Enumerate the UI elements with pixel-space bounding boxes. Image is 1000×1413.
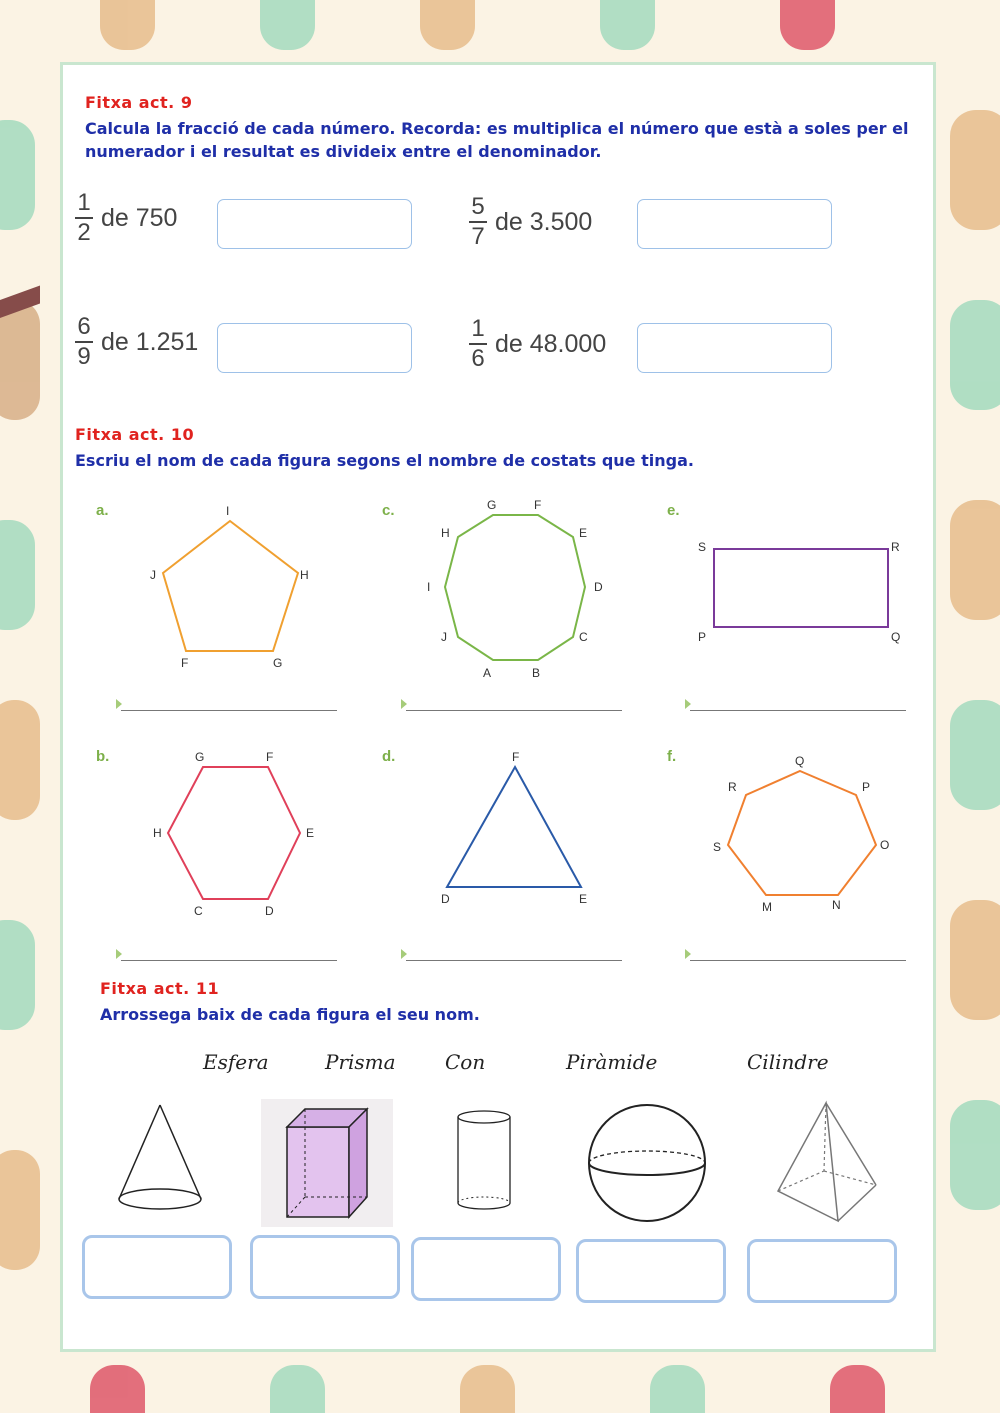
- svg-text:E: E: [579, 526, 588, 540]
- svg-text:S: S: [698, 540, 707, 554]
- svg-text:A: A: [483, 666, 492, 680]
- cone-icon: [115, 1101, 215, 1213]
- fraction: $\frac{1}{6}$: [469, 317, 487, 371]
- answer-line-d[interactable]: [406, 959, 622, 961]
- decagon-figure: [423, 497, 613, 687]
- pyramid-icon: [776, 1101, 880, 1223]
- activity10-title: Fitxa act. 10: [75, 425, 195, 444]
- fraction: $\frac{1}{2}$: [75, 191, 93, 245]
- triangle-figure: [435, 749, 595, 919]
- svg-text:H: H: [300, 568, 309, 582]
- fraction-item: $\frac{1}{6}$ de 48.000: [469, 317, 606, 371]
- draggable-word-con[interactable]: Con: [445, 1050, 486, 1074]
- svg-text:D: D: [265, 904, 274, 918]
- fraction-item: $\frac{5}{7}$ de 3.500: [469, 195, 592, 249]
- svg-text:R: R: [728, 780, 737, 794]
- activity11-title: Fitxa act. 11: [100, 979, 220, 998]
- svg-text:Q: Q: [795, 754, 805, 768]
- svg-text:O: O: [880, 838, 890, 852]
- answer-input[interactable]: [637, 323, 832, 373]
- activity9-title: Fitxa act. 9: [85, 93, 193, 112]
- fraction: $\frac{6}{9}$: [75, 315, 93, 369]
- answer-arrow-icon: [685, 949, 691, 959]
- fraction-item: $\frac{6}{9}$ de 1.251: [75, 315, 198, 369]
- worksheet: [60, 62, 936, 1352]
- drop-box-cylinder[interactable]: [411, 1237, 561, 1301]
- svg-text:J: J: [441, 630, 447, 644]
- answer-line-b[interactable]: [121, 959, 337, 961]
- drop-box-cone[interactable]: [82, 1235, 232, 1299]
- svg-text:Q: Q: [891, 630, 901, 644]
- svg-text:B: B: [532, 666, 541, 680]
- sphere-icon: [587, 1103, 709, 1225]
- figure-letter-d: d.: [382, 748, 396, 765]
- figure-letter-f: f.: [667, 748, 677, 765]
- svg-text:H: H: [441, 526, 450, 540]
- figure-letter-b: b.: [96, 748, 110, 765]
- svg-text:F: F: [266, 750, 274, 764]
- svg-text:R: R: [891, 540, 900, 554]
- draggable-word-esfera[interactable]: Esfera: [203, 1050, 269, 1074]
- heptagon-figure: [708, 753, 898, 923]
- svg-text:I: I: [427, 580, 431, 594]
- answer-input[interactable]: [217, 323, 412, 373]
- figure-letter-c: c.: [382, 502, 395, 519]
- activity10-instruction: Escriu el nom de cada figura segons el nombre de costats que tinga.: [75, 451, 694, 470]
- pentagon-figure: [148, 503, 318, 673]
- svg-text:G: G: [195, 750, 205, 764]
- svg-text:S: S: [713, 840, 722, 854]
- answer-input[interactable]: [217, 199, 412, 249]
- answer-line-e[interactable]: [690, 709, 906, 711]
- svg-text:D: D: [594, 580, 603, 594]
- activity11-instruction: Arrossega baix de cada figura el seu nom.: [100, 1005, 480, 1024]
- svg-text:N: N: [832, 898, 841, 912]
- answer-arrow-icon: [116, 949, 122, 959]
- draggable-word-piramide[interactable]: Piràmide: [566, 1050, 658, 1074]
- drop-box-sphere[interactable]: [576, 1239, 726, 1303]
- svg-text:P: P: [862, 780, 871, 794]
- svg-text:E: E: [579, 892, 588, 906]
- activity9-instruction: Calcula la fracció de cada número. Recorda: es multiplica el número que està a soles per el numerador i el resultat es divideix entre el denominador.: [85, 119, 909, 161]
- answer-arrow-icon: [116, 699, 122, 709]
- answer-line-f[interactable]: [690, 959, 906, 961]
- answer-arrow-icon: [401, 949, 407, 959]
- fraction-item: $\frac{1}{2}$ de 750: [75, 191, 177, 245]
- answer-line-a[interactable]: [121, 709, 337, 711]
- svg-text:J: J: [150, 568, 156, 582]
- answer-line-c[interactable]: [406, 709, 622, 711]
- svg-text:D: D: [441, 892, 450, 906]
- svg-text:G: G: [487, 498, 497, 512]
- answer-input[interactable]: [637, 199, 832, 249]
- draggable-word-prisma[interactable]: Prisma: [325, 1050, 396, 1074]
- svg-text:H: H: [153, 826, 162, 840]
- svg-text:P: P: [698, 630, 707, 644]
- answer-arrow-icon: [401, 699, 407, 709]
- cylinder-icon: [456, 1109, 516, 1213]
- svg-text:F: F: [512, 750, 520, 764]
- fraction: $\frac{5}{7}$: [469, 195, 487, 249]
- svg-text:C: C: [579, 630, 588, 644]
- hexagon-figure: [148, 749, 328, 919]
- figure-letter-e: e.: [667, 502, 680, 519]
- figure-letter-a: a.: [96, 502, 109, 519]
- svg-text:M: M: [762, 900, 772, 914]
- svg-text:F: F: [534, 498, 542, 512]
- draggable-word-cilindre[interactable]: Cilindre: [747, 1050, 829, 1074]
- prism-icon: [261, 1099, 393, 1227]
- answer-arrow-icon: [685, 699, 691, 709]
- rectangle-figure: [693, 533, 913, 653]
- svg-text:C: C: [194, 904, 203, 918]
- svg-text:E: E: [306, 826, 315, 840]
- svg-text:G: G: [273, 656, 283, 670]
- drop-box-pyramid[interactable]: [747, 1239, 897, 1303]
- svg-text:I: I: [226, 504, 230, 518]
- svg-text:F: F: [181, 656, 189, 670]
- drop-box-prism[interactable]: [250, 1235, 400, 1299]
